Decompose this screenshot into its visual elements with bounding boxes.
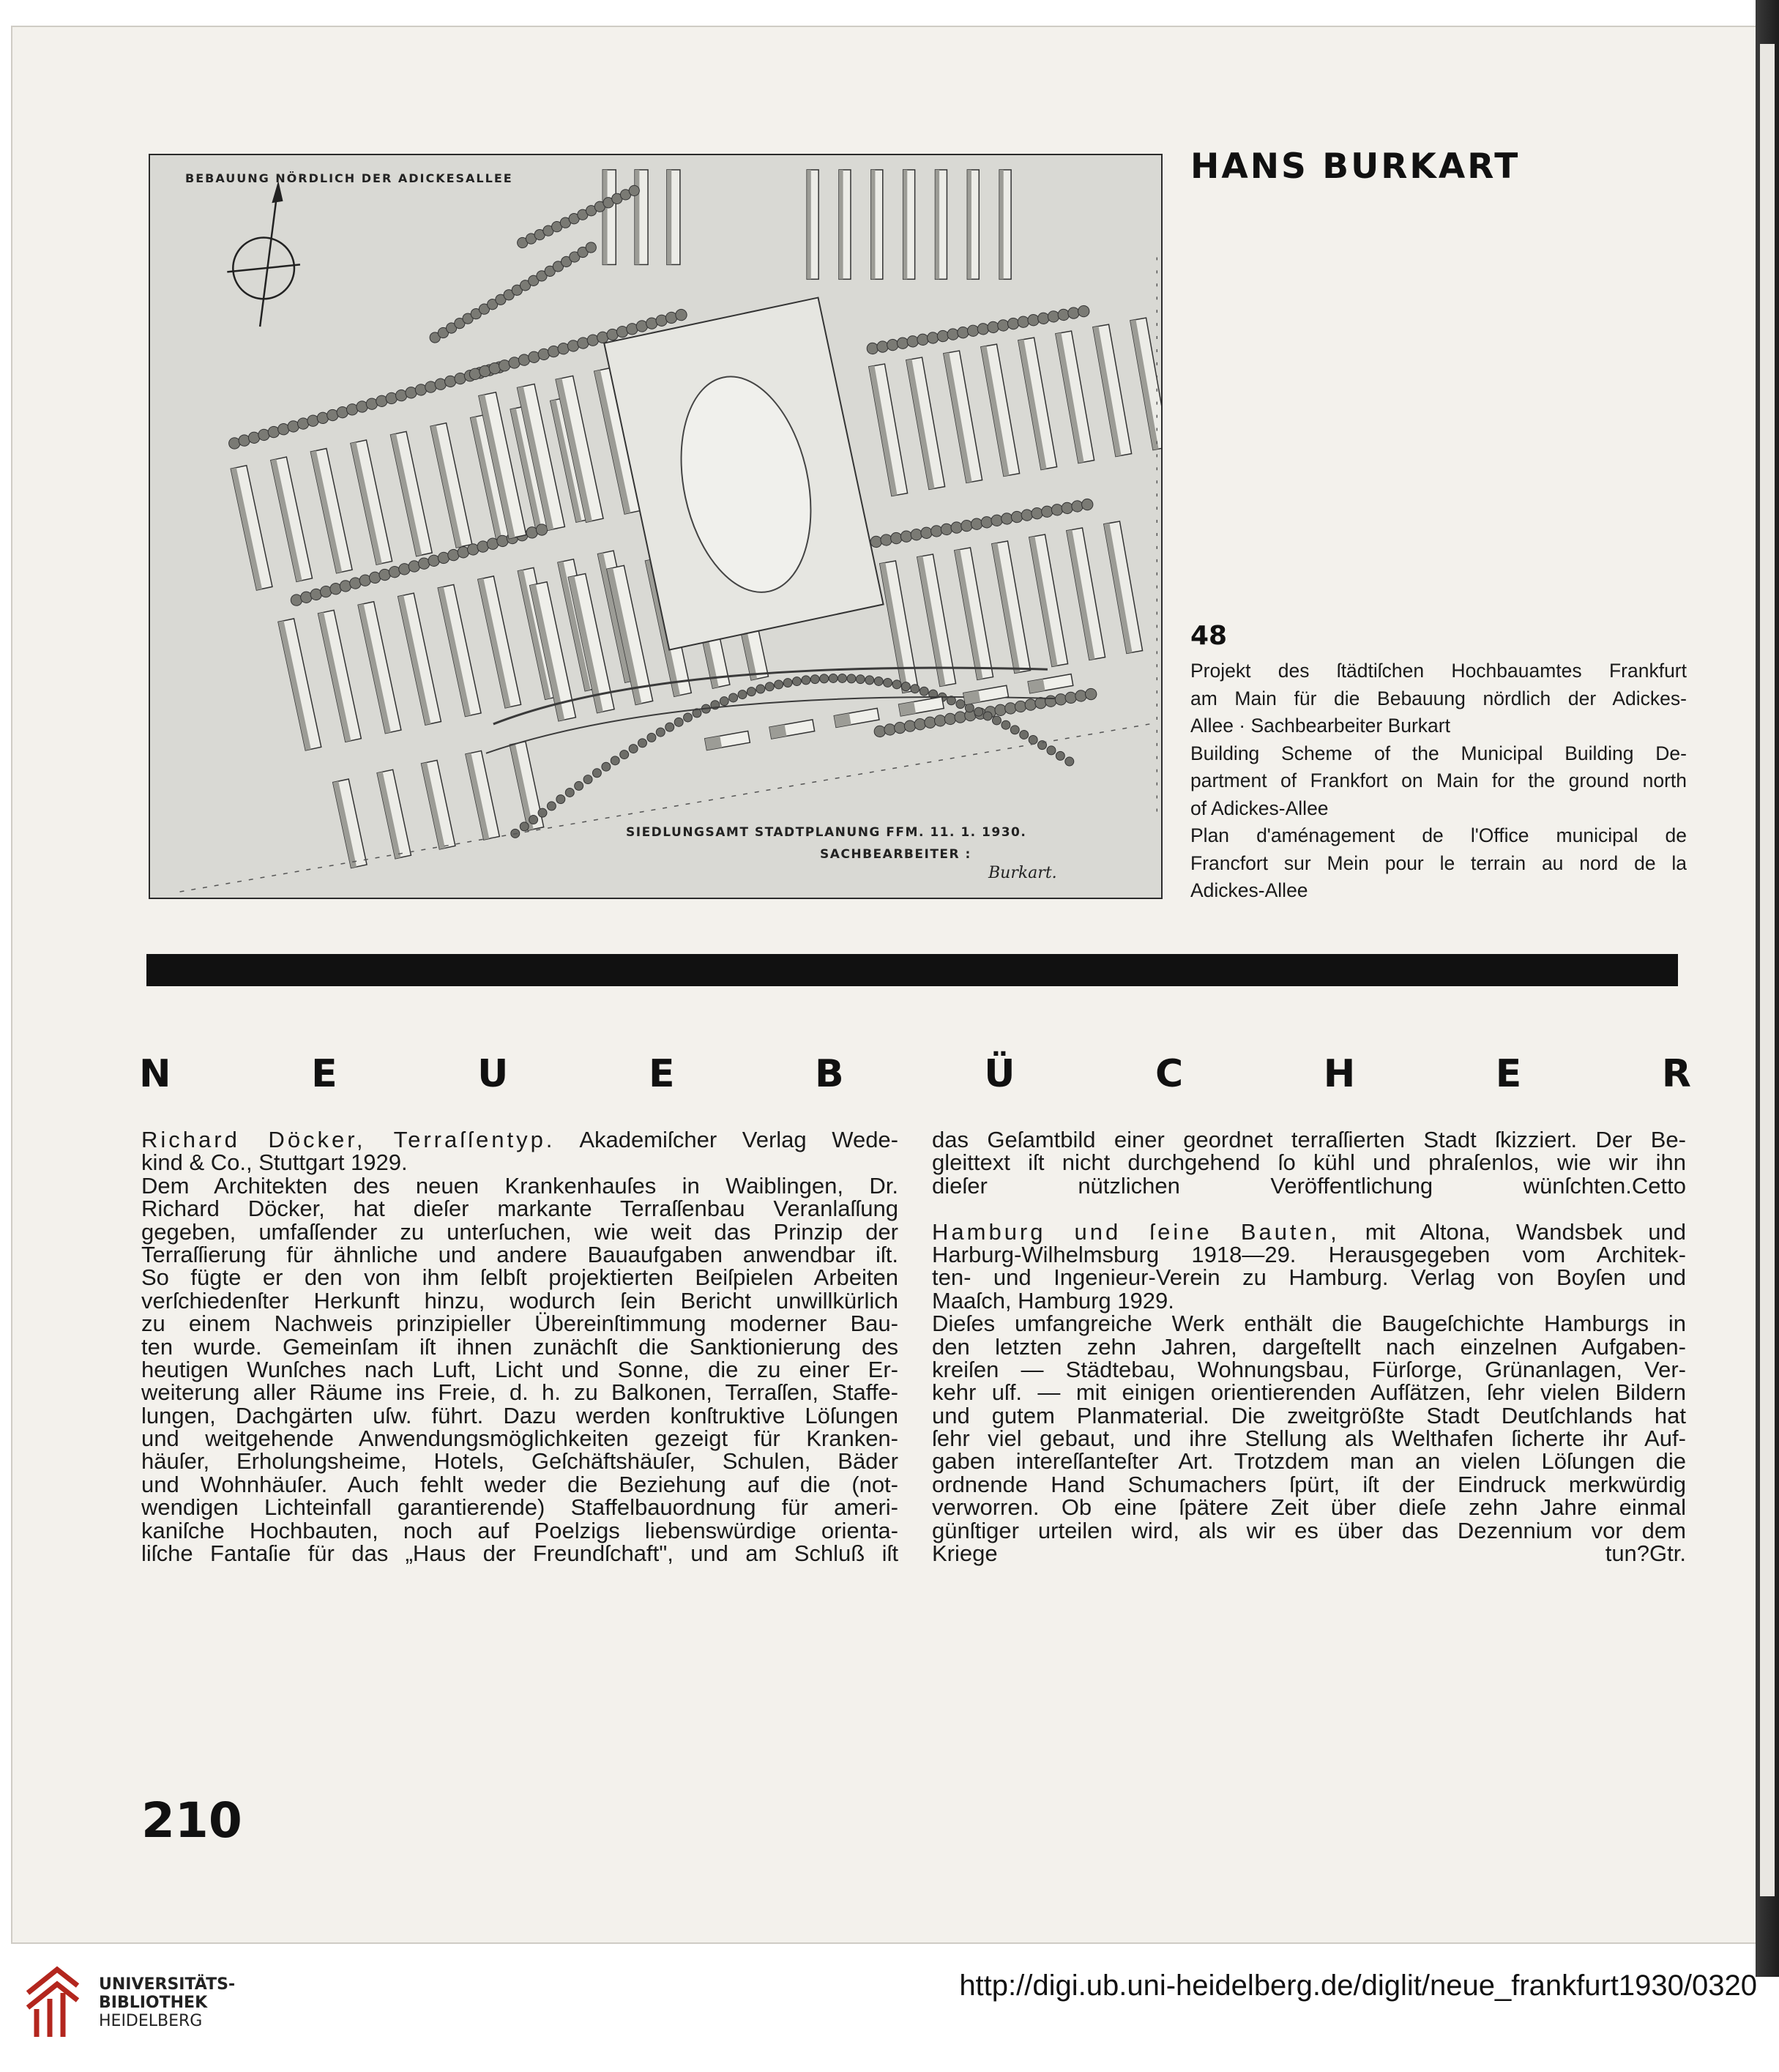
body-line: und Wohnhäuſer. Auch fehlt weder die Beziehung auf die (not- [141,1471,898,1497]
heading-letter: Ü [984,1052,1015,1096]
heading-letter: E [648,1052,675,1096]
author-name: HANS BURKART [1190,146,1521,187]
body-line: weiterung aller Räume ins Freie, d. h. zu Balkonen, Terraſſen, Staffe- [141,1379,898,1406]
library-name [99,1975,235,2030]
review-title-line [141,1128,898,1151]
body-line: lungen, Dachgärten uſw. führt. Dazu werden konſtruktive Löſungen [141,1402,898,1428]
body-line: Dem Architekten des neuen Krankenhauſes in Waiblingen, Dr. [141,1172,898,1199]
body-line: kaniſche Hochbauten, noch auf Poelzigs liebenswürdige orienta- [141,1517,898,1543]
book-title: Richard Döcker, Terraſſentyp. [141,1127,556,1152]
library-name-line2: BIBLIOTHEK [99,1994,208,2012]
caption-line: Adickes-Allee [1190,879,1308,901]
body-line: So fügte er den von ihm ſelbſt projektierten Beiſpielen Arbeiten [141,1264,898,1291]
body-line: gaben intereſſanteſter Art. Trotzdem man an vielen Löſungen die [932,1448,1686,1475]
section-heading [139,1048,1691,1100]
figure-signature: Burkart. [988,864,1057,882]
library-name-line1: UNIVERSITÄTS- [99,1975,236,1994]
body-line: ſehr viel gebaut, und ihre Stellung als Welthafen ſicherte ihr Auf- [932,1426,1686,1452]
body-line: das Geſamtbild einer geordnet terraſſierten Stadt ſkizziert. Der Be- [932,1127,1686,1152]
site-plan-figure [149,154,1163,899]
page-edge [1760,44,1775,1896]
body-line: liſche Fantaſie für das „Haus der Freundſchaft", und am Schluß iſt [141,1540,898,1567]
body-line: wendigen Lichteinfall garantierende) Staffelbauordnung für ameri- [141,1494,898,1521]
body-text: dieſer nützlichen Veröffentlichung wünſchten. [932,1172,1632,1199]
body-line: häuſer, Erholungsheime, Hotels, Geſchäftshäuſer, Schulen, Bäder [141,1448,898,1475]
body-line: und weitgehende Anwendungsmöglichkeiten gezeigt für Kranken- [141,1426,898,1452]
caption-line: Plan d'aménagement de l'Office municipal de [1190,824,1687,846]
figure-stamp-line1: SIEDLUNGSAMT STADTPLANUNG FFM. 11. 1. 1930. [626,825,1027,840]
caption-line: am Main für die Bebauung nördlich der Adickes- [1190,687,1687,709]
body-line: heutigen Wunſches nach Luft, Licht und Sonne, die zu einer Er- [141,1356,898,1382]
figure-title: BEBAUUNG NÖRDLICH DER ADICKESALLEE [185,171,513,185]
book-publisher: Akademiſcher Verlag Wede- [555,1127,899,1152]
left-column [141,1128,898,1565]
review-title-line [932,1218,1686,1245]
body-line: und gutem Planmaterial. Die zweitgrößte Stadt Deutſchlands hat [932,1402,1686,1428]
body-line: verworren. Ob eine ſpätere Zeit über dieſe zehn Jahre einmal [932,1494,1686,1521]
caption-line: partment of Frankfort on Main for the ground north [1190,769,1687,791]
heading-letter: H [1323,1052,1356,1096]
caption-line: Francfort sur Mein pour le terrain au nord de la [1190,851,1687,874]
book-title: Hamburg und ſeine Bauten, [932,1218,1340,1245]
caption-line: of Adickes-Allee [1190,797,1329,819]
page-number: 210 [141,1792,242,1849]
body-line: Richard Döcker, hat dieſer markante Terraſſenbau Veranlaſſung [141,1196,898,1222]
body-line: den letzten zehn Jahren, dargeſtellt nach einzelnen Aufgaben- [932,1333,1686,1360]
signed-line [932,1174,1686,1197]
caption-line: Allee · Sachbearbeiter Burkart [1190,715,1450,737]
body-line: Harburg-Wilhelmsburg 1918—29. Herausgegeben vom Architek- [932,1241,1686,1267]
heading-letter: U [477,1052,509,1096]
body-line: kind & Co., Stuttgart 1929. [141,1149,408,1176]
heading-letter: B [815,1052,844,1096]
reviewer-signature: Gtr. [1649,1540,1686,1567]
heading-letter: E [1495,1052,1522,1096]
body-line: ordnende Hand Schumachers ſpürt, iſt der Eindruck merkwürdig [932,1471,1686,1497]
section-divider [146,954,1678,986]
heading-letter: E [311,1052,337,1096]
site-plan-drawing [150,155,1161,898]
body-line: Maaſch, Hamburg 1929. [932,1287,1174,1313]
library-name-line3: HEIDELBERG [99,2012,203,2030]
heading-letter: N [139,1052,171,1096]
heading-letter: C [1155,1052,1184,1096]
body-line: günſtiger urteilen wird, als wir es über das Dezennium vor dem [932,1517,1686,1543]
body-text: Kriege tun? [932,1540,1650,1567]
figure-number: 48 [1190,621,1228,651]
source-url-link[interactable]: http://digi.ub.uni-heidelberg.de/diglit/neue_frankfurt1930/0320 [959,1969,1757,2002]
body-line: verſchiedenſter Herkunft hinzu, wodurch ſein Bericht unwillkürlich [141,1287,898,1313]
caption-line: Building Scheme of the Municipal Building De- [1190,742,1687,764]
figure-caption [1190,657,1687,905]
library-logo-icon [20,1964,86,2046]
body-line: ten- und Ingenieur-Verein zu Hamburg. Verlag von Boyſen und [932,1264,1686,1291]
body-line: Terraſſierung für ähnliche und andere Bauaufgaben anwendbar iſt. [141,1241,898,1267]
body-line: kehr uſf. — mit einigen orientierenden Aufſätzen, ſehr vielen Bildern [932,1379,1686,1406]
body-line: gleittext iſt nicht durchgehend ſo kühl und phraſenlos, wie wir ihn [932,1149,1686,1176]
body-line: gegeben, umfaſſender zu unterſuchen, wie weit das Prinzip der [141,1218,898,1245]
book-subtitle: mit Altona, Wandsbek und [1339,1218,1686,1245]
signed-line [932,1542,1686,1565]
body-line: ten wurde. Gemeinſam iſt ihnen zunächſt die Sanktionierung des [141,1333,898,1360]
body-line: Dieſes umfangreiche Werk enthält die Baugeſchichte Hamburgs in [932,1311,1686,1337]
figure-stamp-line2: SACHBEARBEITER : [820,847,971,862]
paragraph-gap [932,1197,1686,1220]
body-line: zu einem Nachweis prinzipieller Übereinſtimmung moderner Bau- [141,1311,898,1337]
right-column [932,1128,1686,1565]
heading-letter: R [1661,1052,1691,1096]
reviewer-signature: Cetto [1631,1172,1686,1199]
caption-line: Projekt des ſtädtiſchen Hochbauamtes Frankfurt [1190,660,1687,682]
body-line: kreiſen — Städtebau, Wohnungsbau, Fürſorge, Grünanlagen, Ver- [932,1356,1686,1382]
